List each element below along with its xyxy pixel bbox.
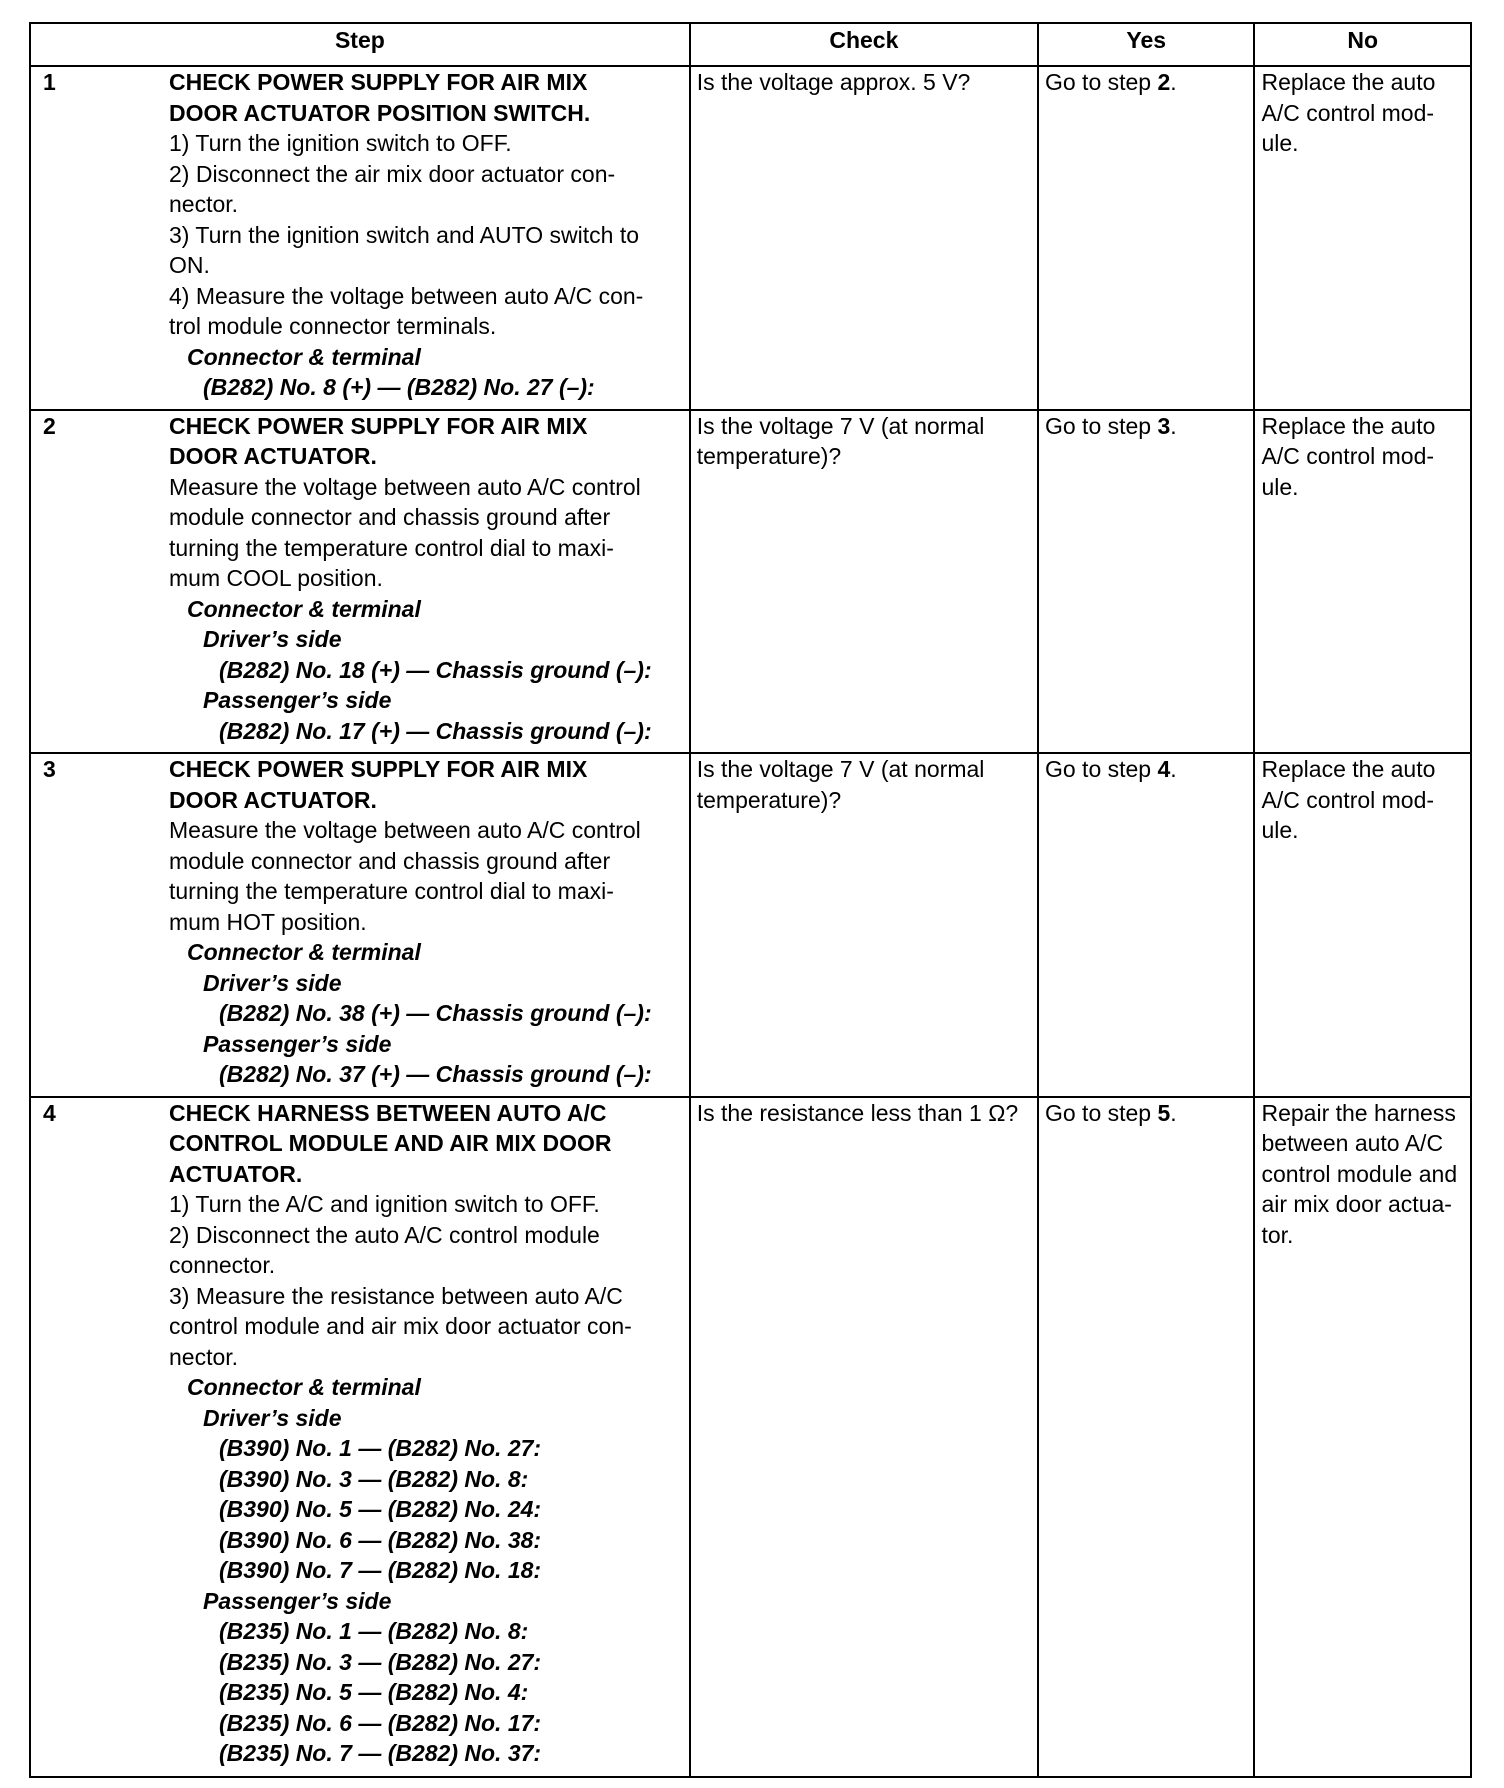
no-text: control module and (1261, 1160, 1458, 1187)
step-instruction: 2) Disconnect the air mix door actuator con- (169, 160, 616, 187)
step-title: DOOR ACTUATOR POSITION SWITCH. (169, 99, 591, 126)
step-title: DOOR ACTUATOR. (169, 443, 377, 469)
header-yes: Yes (1038, 23, 1255, 66)
step-number: 1 (43, 69, 56, 95)
step-instruction: 2) Disconnect the auto A/C control module (169, 1221, 600, 1248)
yes-step-number: 5 (1157, 1099, 1171, 1126)
yes-step-number: 3 (1157, 412, 1171, 439)
step-instruction: 1) Turn the A/C and ignition switch to OFF. (169, 1191, 600, 1217)
step-instruction: Measure the voltage between auto A/C control (169, 817, 641, 843)
connector-terminal: (B282) No. 38 (+) — Chassis ground (–): (219, 1000, 652, 1026)
step-title: CONTROL MODULE AND AIR MIX DOOR (169, 1130, 612, 1156)
step-instruction: 4) Measure the voltage between auto A/C con- (169, 282, 644, 309)
no-text: ule. (1261, 473, 1299, 500)
no-cell (1254, 410, 1471, 754)
step-cell (30, 66, 690, 410)
no-cell (1254, 66, 1471, 410)
connector-terminal: (B235) No. 6 — (B282) No. 17: (219, 1709, 542, 1736)
driver-side-label: Driver’s side (203, 969, 342, 996)
no-text: ule. (1261, 130, 1299, 156)
yes-step-number: 2 (1157, 69, 1171, 95)
passenger-side-label: Passenger’s side (203, 1030, 392, 1057)
check-cell (690, 753, 1038, 1097)
yes-cell: Go to step 4. (1038, 753, 1255, 1097)
connector-label: Connector & terminal (187, 343, 421, 370)
no-cell (1254, 1097, 1471, 1777)
connector-label: Connector & terminal (187, 1374, 421, 1400)
connector-terminal: (B390) No. 7 — (B282) No. 18: (219, 1557, 542, 1583)
check-text: temperature)? (696, 443, 842, 469)
no-text: tor. (1261, 1221, 1294, 1248)
step-instruction: 1) Turn the ignition switch to OFF. (169, 130, 512, 156)
check-cell: Is the voltage approx. 5 V? (690, 66, 1038, 410)
yes-cell: Go to step 2. (1038, 66, 1255, 410)
yes-cell: Go to step 5. (1038, 1097, 1255, 1777)
connector-terminal: (B282) No. 37 (+) — Chassis ground (–): (219, 1061, 652, 1087)
connector-label: Connector & terminal (187, 939, 421, 965)
connector-terminal: (B282) No. 18 (+) — Chassis ground (–): (219, 656, 652, 683)
step-instruction: 3) Turn the ignition switch and AUTO switch to (169, 221, 640, 248)
yes-cell: Go to step 3. (1038, 410, 1255, 754)
step-instruction: 3) Measure the resistance between auto A/C (169, 1282, 623, 1309)
connector-terminal: (B390) No. 6 — (B282) No. 38: (219, 1526, 542, 1553)
header-step: Step (30, 23, 690, 66)
no-cell (1254, 753, 1471, 1097)
driver-side-label: Driver’s side (203, 1404, 342, 1431)
passenger-side-label: Passenger’s side (203, 1587, 392, 1614)
connector-terminal: (B235) No. 1 — (B282) No. 8: (219, 1618, 529, 1644)
step-title: DOOR ACTUATOR. (169, 786, 377, 813)
connector-terminal: (B390) No. 3 — (B282) No. 8: (219, 1465, 529, 1492)
step-title: ACTUATOR. (169, 1160, 303, 1187)
connector-terminal: (B390) No. 1 — (B282) No. 27: (219, 1435, 542, 1461)
connector-terminal: (B390) No. 5 — (B282) No. 24: (219, 1496, 542, 1522)
header-check: Check (690, 23, 1038, 66)
no-text: A/C control mod- (1261, 443, 1435, 469)
step-instruction: module connector and chassis ground after (169, 847, 611, 874)
no-text: air mix door actua- (1261, 1191, 1452, 1217)
step-instruction: turning the temperature control dial to maxi- (169, 534, 614, 561)
no-text: Replace the auto (1261, 69, 1436, 95)
no-text: Repair the harness (1261, 1099, 1456, 1126)
step-body (169, 67, 689, 403)
no-text: A/C control mod- (1261, 99, 1435, 126)
step-title: CHECK HARNESS BETWEEN AUTO A/C (169, 1099, 607, 1126)
yes-text: Go to step (1044, 756, 1158, 782)
connector-terminal: (B235) No. 7 — (B282) No. 37: (219, 1740, 542, 1766)
no-text: A/C control mod- (1261, 786, 1435, 813)
no-text: Replace the auto (1261, 412, 1436, 439)
check-text: Is the voltage 7 V (at normal (696, 756, 985, 782)
table-row (30, 66, 1471, 410)
check-cell (690, 410, 1038, 754)
step-title: CHECK POWER SUPPLY FOR AIR MIX (169, 412, 588, 439)
connector-terminal: (B235) No. 5 — (B282) No. 4: (219, 1679, 529, 1705)
connector-terminal: (B235) No. 3 — (B282) No. 27: (219, 1648, 542, 1675)
step-number: 3 (43, 756, 56, 782)
step-body (169, 754, 689, 1090)
yes-text: Go to step (1044, 69, 1158, 95)
step-cell (30, 1097, 690, 1777)
check-text: temperature)? (696, 786, 842, 813)
connector-label: Connector & terminal (187, 595, 421, 622)
step-number: 4 (43, 1099, 56, 1126)
step-instruction: mum COOL position. (169, 565, 383, 591)
step-instruction: mum HOT position. (169, 908, 367, 935)
step-title: CHECK POWER SUPPLY FOR AIR MIX (169, 756, 588, 782)
check-cell: Is the resistance less than 1 Ω? (690, 1097, 1038, 1777)
step-body (169, 1098, 689, 1769)
no-text: Replace the auto (1261, 756, 1436, 782)
step-number: 2 (43, 412, 56, 439)
header-no: No (1254, 23, 1471, 66)
step-cell (30, 410, 690, 754)
yes-text: Go to step (1044, 1099, 1158, 1126)
step-instruction: connector. (169, 1252, 276, 1278)
step-instruction: ON. (169, 252, 210, 278)
no-text: between auto A/C (1261, 1130, 1444, 1156)
table-row (30, 1097, 1471, 1777)
step-instruction: turning the temperature control dial to maxi- (169, 878, 614, 904)
step-instruction: module connector and chassis ground after (169, 504, 611, 530)
step-title: CHECK POWER SUPPLY FOR AIR MIX (169, 69, 588, 95)
yes-text: Go to step (1044, 412, 1158, 439)
table-row (30, 753, 1471, 1097)
check-text: Is the voltage 7 V (at normal (696, 412, 985, 439)
yes-step-number: 4 (1157, 756, 1171, 782)
no-text: ule. (1261, 817, 1299, 843)
driver-side-label: Driver’s side (203, 626, 342, 652)
header-row (30, 23, 1471, 66)
step-instruction: Measure the voltage between auto A/C control (169, 473, 641, 500)
step-body (169, 411, 689, 747)
connector-terminal: (B282) No. 8 (+) — (B282) No. 27 (–): (203, 374, 595, 400)
step-instruction: nector. (169, 1343, 239, 1370)
passenger-side-label: Passenger’s side (203, 687, 392, 713)
step-instruction: trol module connector terminals. (169, 313, 497, 339)
connector-terminal: (B282) No. 17 (+) — Chassis ground (–): (219, 717, 652, 744)
step-instruction: control module and air mix door actuator con- (169, 1313, 632, 1339)
table-row (30, 410, 1471, 754)
diagnostic-table (29, 22, 1472, 1778)
step-cell (30, 753, 690, 1097)
step-instruction: nector. (169, 191, 239, 217)
